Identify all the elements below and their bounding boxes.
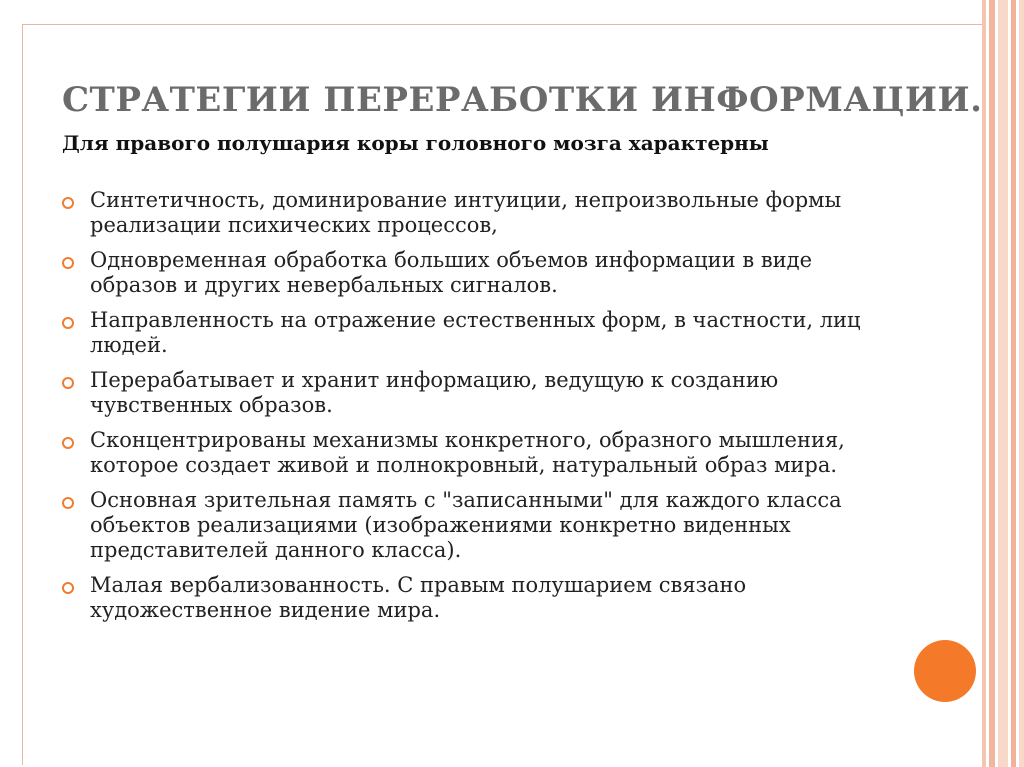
stripe <box>989 0 995 767</box>
stripe <box>982 0 986 767</box>
stripe <box>998 0 1008 767</box>
bullet-icon <box>62 197 74 209</box>
list-item <box>60 368 890 418</box>
list-item-text: Синтетичность, доминирование интуиции, непроизвольные формы реализации психических процессов, <box>90 188 842 237</box>
bullet-icon <box>62 257 74 269</box>
list-item-text: Малая вербализованность. С правым полушарием связано художественное видение мира. <box>90 573 747 622</box>
list-item-text: Сконцентрированы механизмы конкретного, образного мышления, которое создает живой и полнокровный, натуральный образ мира. <box>90 428 845 477</box>
list-item <box>60 188 890 238</box>
list-item-text: Одновременная обработка больших объемов информации в виде образов и других невербальных сигналов. <box>90 248 813 297</box>
list-item-text: Направленность на отражение естественных форм, в частности, лиц людей. <box>90 308 861 357</box>
slide-intro: Для правого полушария коры головного мозга характерны <box>62 131 769 155</box>
list-item <box>60 428 890 478</box>
decorative-stripes <box>982 0 1024 767</box>
stripe <box>1019 0 1024 767</box>
bullet-icon <box>62 582 74 594</box>
list-item-text: Основная зрительная память с "записанными" для каждого класса объектов реализациями (изображениями конкретно виденных представителей данного класса). <box>90 488 842 562</box>
bullet-icon <box>62 317 74 329</box>
bullet-list <box>60 188 890 633</box>
list-item <box>60 308 890 358</box>
bullet-icon <box>62 437 74 449</box>
list-item <box>60 488 890 563</box>
list-item <box>60 248 890 298</box>
slide-title: СТРАТЕГИИ ПЕРЕРАБОТКИ ИНФОРМАЦИИ. <box>62 80 983 120</box>
stripe <box>1011 0 1016 767</box>
bullet-icon <box>62 377 74 389</box>
orange-circle-decoration <box>914 640 976 702</box>
list-item-text: Перерабатывает и хранит информацию, ведущую к созданию чувственных образов. <box>90 368 779 417</box>
bullet-icon <box>62 497 74 509</box>
list-item <box>60 573 890 623</box>
